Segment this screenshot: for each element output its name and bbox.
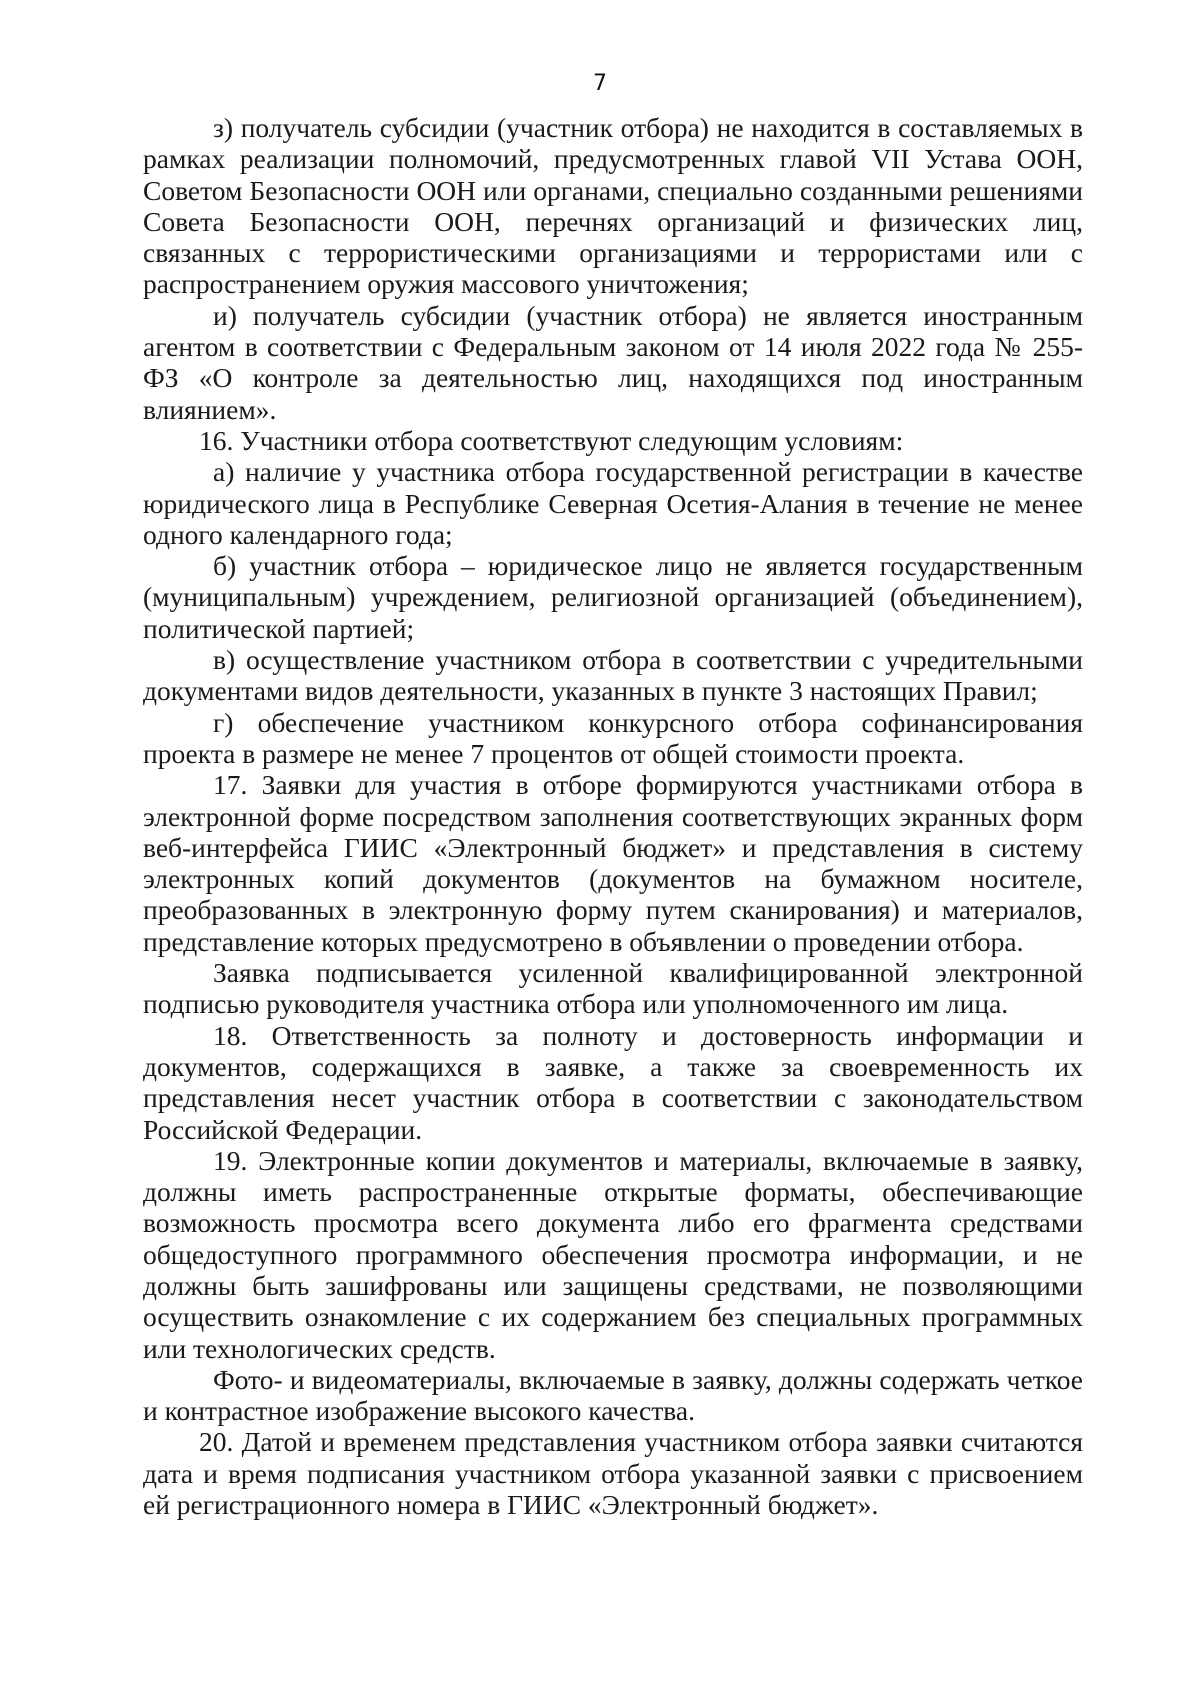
page-number: 7 xyxy=(593,71,607,96)
paragraph-photo-video: Фото- и видеоматериалы, включаемые в заявку, должны содержать четкое и контрастное изображение высокого качества. xyxy=(143,1363,1083,1427)
paragraph-a-registration: а) наличие у участника отбора государственной регистрации в качестве юридического лица в Республике Северная Осетия-Алания в течение не менее одного календарного года; xyxy=(143,456,1083,550)
paragraph-16-conditions: 16. Участники отбора соответствуют следующим условиям: xyxy=(199,424,904,456)
paragraph-v-activities: в) осуществление участником отбора в соответствии с учредительными документами видов деятельности, указанных в пункте 3 настоящих Правил; xyxy=(143,644,1083,707)
document-body xyxy=(143,112,1083,1520)
paragraph-g-cofinancing: г) обеспечение участником конкурсного отбора софинансирования проекта в размере не менее 7 процентов от общей стоимости проекта. xyxy=(143,706,1083,769)
paragraph-application-signature: Заявка подписывается усиленной квалифицированной электронной подписью руководителя участника отбора или уполномоченного им лица. xyxy=(143,957,1083,1020)
paragraph-20-submission-date: 20. Датой и временем представления участником отбора заявки считаются дата и время подписания участником отбора указанной заявки с присвоением ей регистрационного номера в ГИИС «Электронный бюджет». xyxy=(143,1426,1083,1521)
paragraph-18-responsibility: 18. Ответственность за полноту и достоверность информации и документов, содержащихся в заявке, а также за своевременность их представления несет участник отбора в соответствии с законодательством Российской Федерации. xyxy=(143,1019,1083,1145)
paragraph-b-legal-entity: б) участник отбора – юридическое лицо не является государственным (муниципальным) учреждением, религиозной организацией (объединением), политической партией; xyxy=(143,550,1083,644)
paragraph-19-electronic-copies: 19. Электронные копии документов и материалы, включаемые в заявку, должны иметь распространенные открытые форматы, обеспечивающие возможность просмотра всего документа либо его фрагмента средствами общедоступного программного обеспечения просмотра информации, и не должны быть зашифрованы или защищены средствами, не позволяющими осуществить ознакомление с их содержанием без специальных программных или технологических средств. xyxy=(143,1144,1083,1364)
paragraph-i-foreign-agent: и) получатель субсидии (участник отбора) не является иностранным агентом в соответствии с Федеральным законом от 14 июля 2022 года № 255-ФЗ «О контроле за деятельностью лиц, находящихся под иностранным влиянием». xyxy=(143,299,1083,425)
paragraph-17-applications: 17. Заявки для участия в отборе формируются участниками отбора в электронной форме посредством заполнения соответствующих экранных форм веб-интерфейса ГИИС «Электронный бюджет» и представления в систему электронных копий документов (документов на бумажном носителе, преобразованных в электронную форму путем сканирования) и материалов, представление которых предусмотрено в объявлении о проведении отбора. xyxy=(143,769,1083,957)
paragraph-z-sanctions-lists: з) получатель субсидии (участник отбора) не находится в составляемых в рамках реализации полномочий, предусмотренных главой VII Устава ООН, Советом Безопасности ООН или органами, специально созданными решениями Совета Безопасности ООН, перечнях организаций и физических лиц, связанных с террористическими организациями и террористами или с распространением оружия массового уничтожения; xyxy=(143,112,1083,300)
